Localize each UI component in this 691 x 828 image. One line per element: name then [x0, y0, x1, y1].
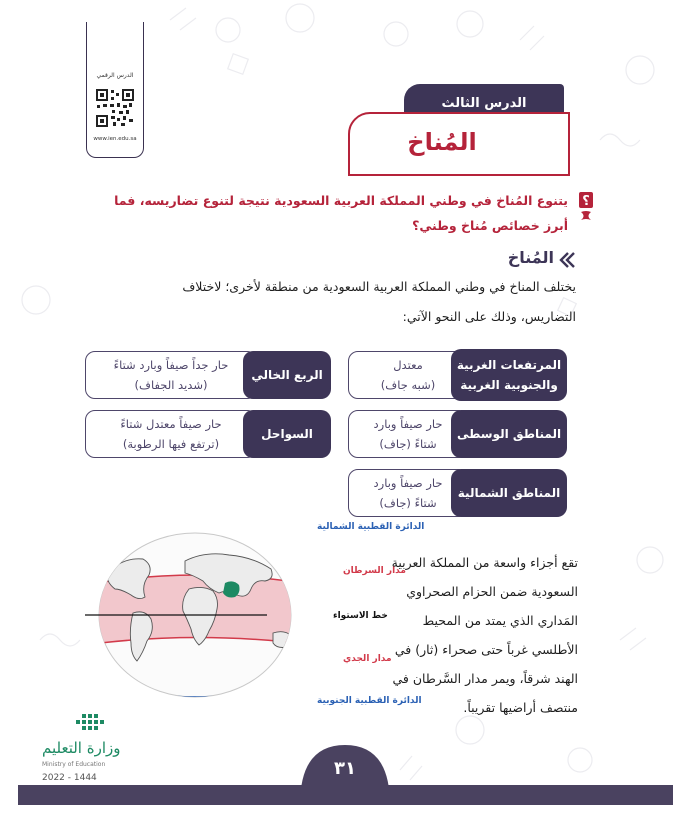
qr-label: الدرس الرقمي — [96, 72, 134, 79]
climate-label-central: المناطق الوسطى — [451, 410, 567, 458]
intro-line-1: يتنوع المُناخ في وطني المملكة العربية السعودية نتيجة لتنوع تضاريسه، فما — [114, 193, 568, 208]
lesson-number-tab: الدرس الثالث — [404, 84, 564, 124]
tropic-of-cancer-label: مدار السرطان — [343, 566, 406, 576]
climate-desc-northern — [348, 469, 468, 517]
climate-desc-empty-quarter — [85, 351, 257, 399]
arctic-circle-label: الدائرة القطبية الشمالية — [317, 522, 425, 532]
intro-question — [96, 188, 568, 238]
climate-desc-central — [348, 410, 468, 458]
section-title: المُناخ — [507, 248, 554, 267]
desc-line: شتاءً (جاف) — [379, 437, 437, 451]
section-paragraph-line-1: يختلف المناخ في وطني المملكة العربية السعودية من منطقة لأخرى؛ لاختلاف — [182, 279, 576, 294]
ministry-name-english: Ministry of Education — [42, 761, 106, 768]
svg-text:؟: ؟ — [582, 194, 590, 209]
ministry-name-arabic: وزارة التعليم — [42, 739, 121, 757]
antarctic-circle-label: الدائرة القطبية الجنوبية — [317, 696, 422, 706]
edition-year: 2022 - 1444 — [42, 773, 97, 783]
equator-label: خط الاستواء — [333, 611, 388, 621]
label-line: والجنوبية الغربية — [460, 378, 558, 392]
body-line-6: منتصف أراضيها تقريباً. — [463, 700, 578, 715]
section-paragraph-line-2: التضاريس، وذلك على النحو الآتي: — [402, 309, 576, 324]
desc-line: (شديد الجفاف) — [134, 378, 208, 392]
desc-line: (شبه جاف) — [380, 378, 436, 392]
tropic-of-capricorn-label: مدار الجدي — [343, 654, 392, 664]
qr-code-icon[interactable] — [95, 88, 135, 128]
double-chevron-icon — [558, 252, 576, 268]
desc-line: حار جداً صيفاً وبارد شتاءً — [113, 358, 229, 372]
section-paragraph — [86, 272, 576, 332]
lesson-title-box — [348, 112, 570, 176]
desc-line: حار صيفاً معتدل شتاءً — [120, 417, 222, 431]
body-line-4: الأطلسي غرباً حتى صحراء (ثار) في — [394, 642, 578, 657]
body-line-5: الهند شرقاً، ويمر مدار السَّرطان في — [392, 671, 578, 686]
desc-line: حار صيفاً وبارد — [373, 476, 443, 490]
ministry-logo-icon — [42, 712, 122, 734]
desc-line: معتدل — [393, 358, 423, 372]
intro-line-2: أبرز خصائص مُناخ وطني؟ — [412, 218, 568, 233]
climate-label-empty-quarter: الربع الخالي — [243, 351, 331, 399]
climate-desc-coasts — [85, 410, 257, 458]
digital-lesson-card[interactable] — [86, 22, 144, 158]
lesson-title: المُناخ — [407, 128, 477, 156]
qr-url: www.ien.edu.sa — [93, 136, 137, 142]
saudi-arabia-highlight — [223, 581, 240, 597]
climate-zones-map — [85, 515, 425, 715]
body-line-3: المَداري الذي يمتد من المحيط — [422, 613, 578, 628]
body-line-1: تقع أجزاء واسعة من المملكة العربية — [391, 555, 578, 570]
desc-line: حار صيفاً وبارد — [373, 417, 443, 431]
climate-desc-western-highlands — [348, 351, 468, 399]
desert-belt-paragraph — [340, 548, 578, 722]
body-line-2: السعودية ضمن الحزام الصحراوي — [406, 584, 578, 599]
desc-line: شتاءً (جاف) — [379, 496, 437, 510]
question-mark-icon — [575, 190, 597, 232]
climate-label-northern: المناطق الشمالية — [451, 469, 567, 517]
climate-label-western-highlands — [451, 349, 567, 401]
label-line: المرتفعات الغربية — [456, 358, 562, 372]
climate-label-coasts: السواحل — [243, 410, 331, 458]
desc-line: (ترتفع فيها الرطوبة) — [122, 437, 220, 451]
page-number: ٣١ — [334, 758, 356, 779]
